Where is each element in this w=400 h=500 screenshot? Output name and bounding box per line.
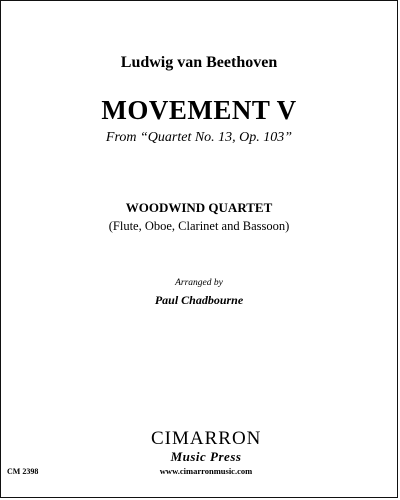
publisher-subname: Music Press bbox=[170, 449, 242, 464]
publisher-name: CIMARRON bbox=[151, 428, 262, 449]
instrument-list: (Flute, Oboe, Clarinet and Bassoon) bbox=[108, 219, 290, 233]
ensemble-label: WOODWIND QUARTET bbox=[125, 200, 273, 215]
catalog-number: CM 2398 bbox=[7, 467, 39, 476]
arranged-by-label: Arranged by bbox=[175, 278, 223, 288]
arranger-name: Paul Chadbourne bbox=[154, 293, 244, 307]
publisher-url: www.cimarronmusic.com bbox=[159, 466, 253, 476]
piece-title: MOVEMENT V bbox=[101, 95, 297, 125]
composer-name: Ludwig van Beethoven bbox=[120, 54, 278, 71]
publisher-logo bbox=[151, 428, 261, 490]
piece-subtitle: From “Quartet No. 13, Op. 103” bbox=[105, 130, 293, 145]
